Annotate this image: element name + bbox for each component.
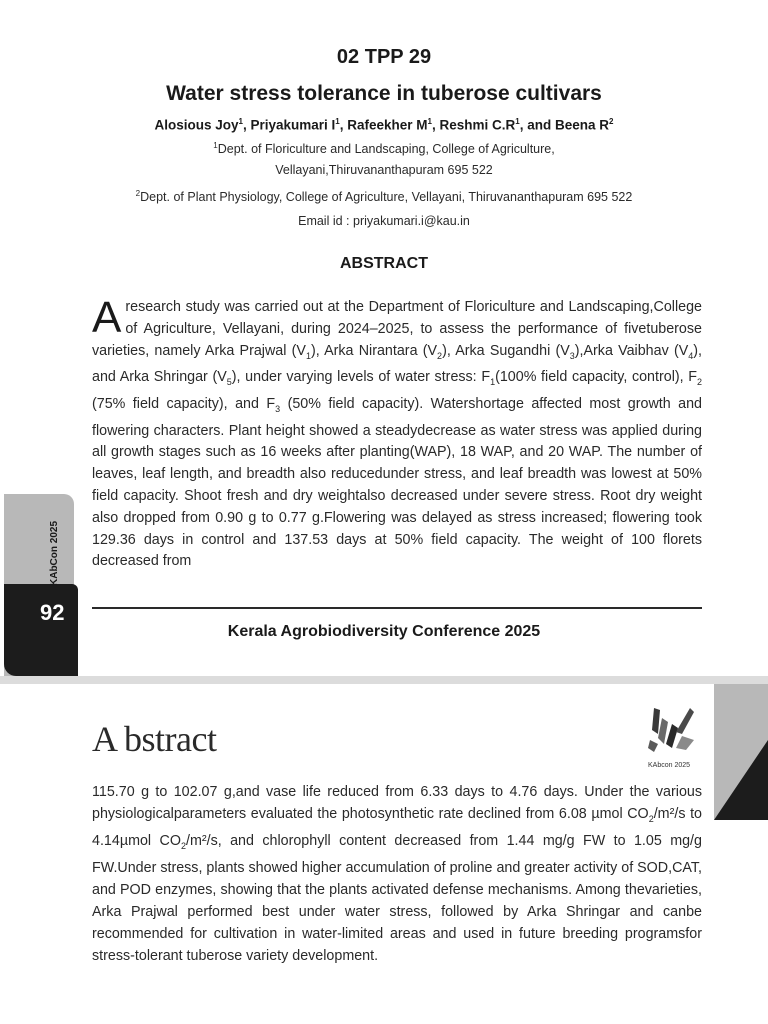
conference-side-label: KAbCon 2025 — [49, 520, 60, 586]
author-name: Priyakumari I — [250, 117, 336, 133]
author-list: Alosious Joy$^1$, Priyakumari $I^1$, Rafeekher $M^1$, Reshmi $C.R^1$, and Beena $R^2$ — [154, 117, 614, 133]
abstract-body-part1: Aresearch study was carried out at the Department of Floriculture and Landscaping,College of Agriculture, Vellayani, during 2024–2025, to assess the performance of fivetuberose varieties, namely Arka Prajwal $(V_1)$, Arka Nirantara $(V_2)$, Arka Sugandhi $(V_3),Arka$ Vaibhav $(V_4)$, and Arka Shringar $(V_5)$, under varying levels of water stress: $F_1(100\%$ field capacity, control), $F_2$ (75% field capacity), and $F_3$ (50% field capacity). Watershortage affected most growth and flowering characters. Plant height showed a steadydecrease as water stress was applied during all growth stages such as 16 weeks after planting(WAP), 18 WAP, and 20 WAP. The number of leaves, leaf length, and breadth also reducedunder stress, and leaf breadth was lowest at 50% field capacity. Shoot fresh and dry weightalso decreased under severe stress. Root dry weight also dropped from 0.90 g to 0.77 g.Flowering was delayed as stress increased; flowering took 129.36 days in control and 137.53 days at 50% field capacity. The weight of 100 florets decreased from — [92, 293, 703, 570]
author-name: Reshmi C.R — [439, 117, 516, 133]
drop-cap: A — [92, 293, 122, 342]
affiliation-1-line2: Vellayani,Thiruvananthapuram 695 522 — [275, 163, 493, 177]
author-name: Rafeekher M — [347, 117, 428, 133]
author-name: Beena R — [555, 117, 610, 133]
kabcon-logo-icon — [646, 704, 698, 756]
right-side-corner — [714, 740, 768, 820]
page-number: 92 — [40, 600, 65, 625]
abstract-section-title: A bstract — [92, 719, 217, 759]
affiliation-1: $^1$Dept. of Floriculture and Landscaping, College of Agriculture, — [213, 141, 555, 157]
author-name: Alosious Joy — [154, 117, 239, 133]
footer-conference-name: Kerala Agrobiodiversity Conference 2025 — [227, 623, 541, 640]
footer-rule — [92, 607, 702, 609]
abstract-body-part2: 115.70 g to 102.07 g,and vase life reduced from 6.33 days to 4.76 days. Under the various physiologicalparameters evaluated the photosynthetic rate declined from 6.08 µmol $CO_2/m^2/s$ to 4.14µmol $CO_2/m^2/s$, and chlorophyll content decreased from 1.44 mg/g FW to 1.05 mg/g FW.Under stress, plants showed higher accumulation of proline and greater activity of SOD,CAT, and POD enzymes, showing that the plants activated defense mechanisms. Among thevarieties, Arka Prajwal performed best under water stress, followed by Arka Shringar and canbe recommended for cultivation in water-limited areas and used in future breeding programsfor stress-tolerant tuberose variety development. — [92, 784, 703, 964]
logo-caption: KAbcon 2025 — [648, 762, 691, 769]
affiliation-2: $^2$Dept. of Plant Physiology, College of Agriculture, Vellayani, Thiruvananthapuram 695 522 — [135, 189, 633, 205]
page-gap — [0, 676, 768, 684]
paper-code: 02 TPP 29 — [336, 46, 432, 68]
paper-title: Water stress tolerance in tuberose cultivars — [166, 82, 602, 105]
abstract-heading: ABSTRACT — [340, 255, 428, 272]
email: Email id : priyakumari.i@kau.in — [298, 214, 470, 228]
